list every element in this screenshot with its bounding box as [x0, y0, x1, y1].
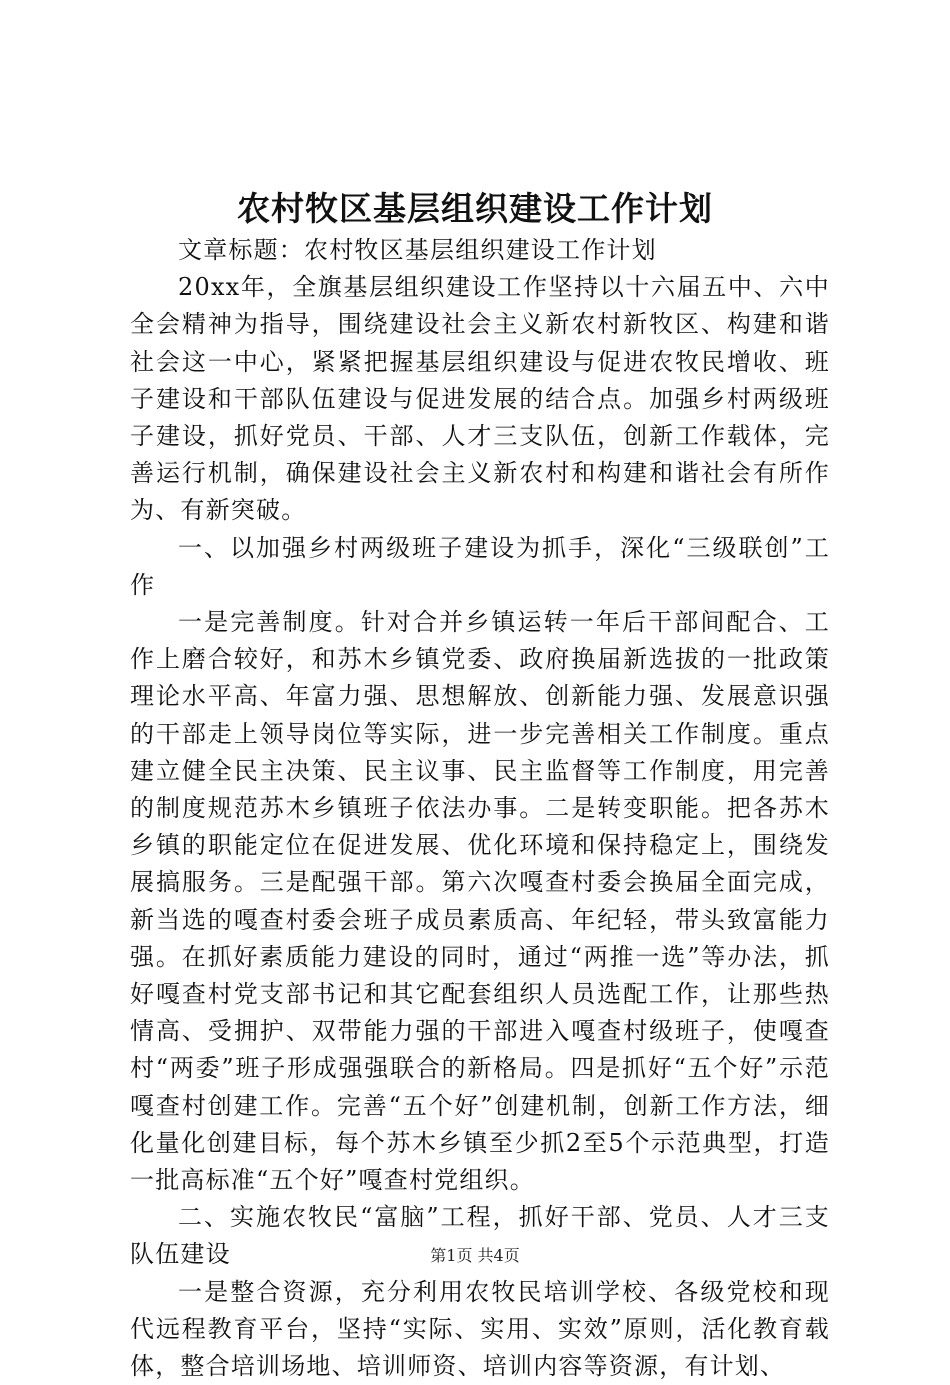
document-title: 农村牧区基层组织建设工作计划	[237, 189, 713, 228]
body-paragraph: 一是整合资源，充分利用农牧民培训学校、各级党校和现代远程教育平台，坚持“实际、实用、实效”原则，活化教育载体，整合培训场地、培训师资、培训内容等资源，有计划、	[130, 1277, 830, 1381]
body-paragraph: 20xx年，全旗基层组织建设工作坚持以十六届五中、六中全会精神为指导，围绕建设社会主义新农村新牧区、构建和谐社会这一中心，紧紧把握基层组织建设与促进农牧民增收、班子建设和干部队伍建设与促进发展的结合点。加强乡村两级班子建设，抓好党员、干部、人才三支队伍，创新工作载体，完善运行机制，确保建设社会主义新农村和构建和谐社会有所作为、有新突破。	[130, 273, 830, 525]
page-footer: 第1页 共4页	[430, 1246, 520, 1265]
document-body	[130, 232, 830, 1385]
section-heading: 一、以加强乡村两级班子建设为抓手，深化“三级联创”工作	[130, 533, 830, 599]
article-title-line: 文章标题：农村牧区基层组织建设工作计划	[178, 236, 657, 264]
section-heading: 二、实施农牧民“富脑”工程，抓好干部、党员、人才三支队伍建设	[130, 1203, 830, 1269]
body-paragraph: 一是完善制度。针对合并乡镇运转一年后干部间配合、工作上磨合较好，和苏木乡镇党委、政府换届新选拔的一批政策理论水平高、年富力强、思想解放、创新能力强、发展意识强的干部走上领导岗位等实际，进一步完善相关工作制度。重点建立健全民主决策、民主议事、民主监督等工作制度，用完善的制度规范苏木乡镇班子依法办事。二是转变职能。把各苏木乡镇的职能定位在促进发展、优化环境和保持稳定上，围绕发展搞服务。三是配强干部。第六次嘎查村委会换届全面完成，新当选的嘎查村委会班子成员素质高、年纪轻，带头致富能力强。在抓好素质能力建设的同时，通过“两推一选”等办法，抓好嘎查村党支部书记和其它配套组织人员选配工作，让那些热情高、受拥护、双带能力强的干部进入嘎查村级班子，使嘎查村“两委”班子形成强强联合的新格局。四是抓好“五个好”示范嘎查村创建工作。完善“五个好”创建机制，创新工作方法，细化量化创建目标，每个苏木乡镇至少抓2至5个示范典型，打造一批高标准“五个好”嘎查村党组织。	[130, 608, 830, 1195]
